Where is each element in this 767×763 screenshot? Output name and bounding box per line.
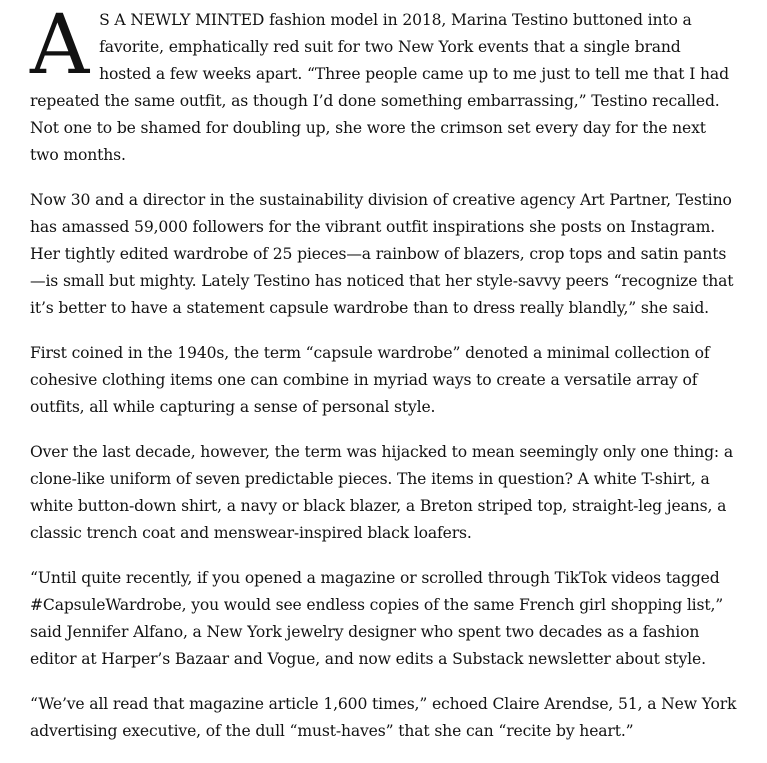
drop-cap: A <box>30 0 90 93</box>
article-paragraph-2: Now 30 and a director in the sustainability division of creative agency Art Partner, Testino has amassed 59,000 followers for the vibrant outfit inspirations she posts on Instagram. Her tightly edited wardrobe of 25 pieces—a rainbow of blazers, crop tops and satin pants—is small but mighty. Lately Testino has noticed that her style-savvy peers “recognize that it’s better to have a statement capsule wardrobe than to dress really blandly,” she said. <box>30 191 734 317</box>
article-paragraph-5: “Until quite recently, if you opened a magazine or scrolled through TikTok videos tagged #CapsuleWardrobe, you would see endless copies of the same French girl shopping list,” said Jennifer Alfano, a New York jewelry designer who spent two decades as a fashion editor at Harper’s Bazaar and Vogue, and now edits a Substack newsletter about style. <box>30 569 724 668</box>
article-paragraph-6: “We’ve all read that magazine article 1,600 times,” echoed Claire Arendse, 51, a New York advertising executive, of the dull “must-haves” that she can “recite by heart.” <box>30 695 737 740</box>
article-body <box>30 0 737 763</box>
paragraph-text: S A NEWLY MINTED fashion model in 2018, Marina Testino buttoned into a favorite, emphatically red suit for two New York events that a single brand hosted a few weeks apart. “Three people came up to me just to tell me that I had repeated the same outfit, as though I’d done something embarrassing,” Testino recalled. Not one to be shamed for doubling up, she wore the crimson set every day for the next two months. <box>30 11 729 164</box>
article-paragraph-4: Over the last decade, however, the term was hijacked to mean seemingly only one thing: a clone-like uniform of seven predictable pieces. The items in question? A white T-shirt, a white button-down shirt, a navy or black blazer, a Breton striped top, straight-leg jeans, a classic trench coat and menswear-inspired black loafers. <box>30 443 733 542</box>
article-paragraph-3: First coined in the 1940s, the term “capsule wardrobe” denoted a minimal collection of cohesive clothing items one can combine in myriad ways to create a versatile array of outfits, all while capturing a sense of personal style. <box>30 344 710 416</box>
article-paragraph-1 <box>30 0 737 169</box>
